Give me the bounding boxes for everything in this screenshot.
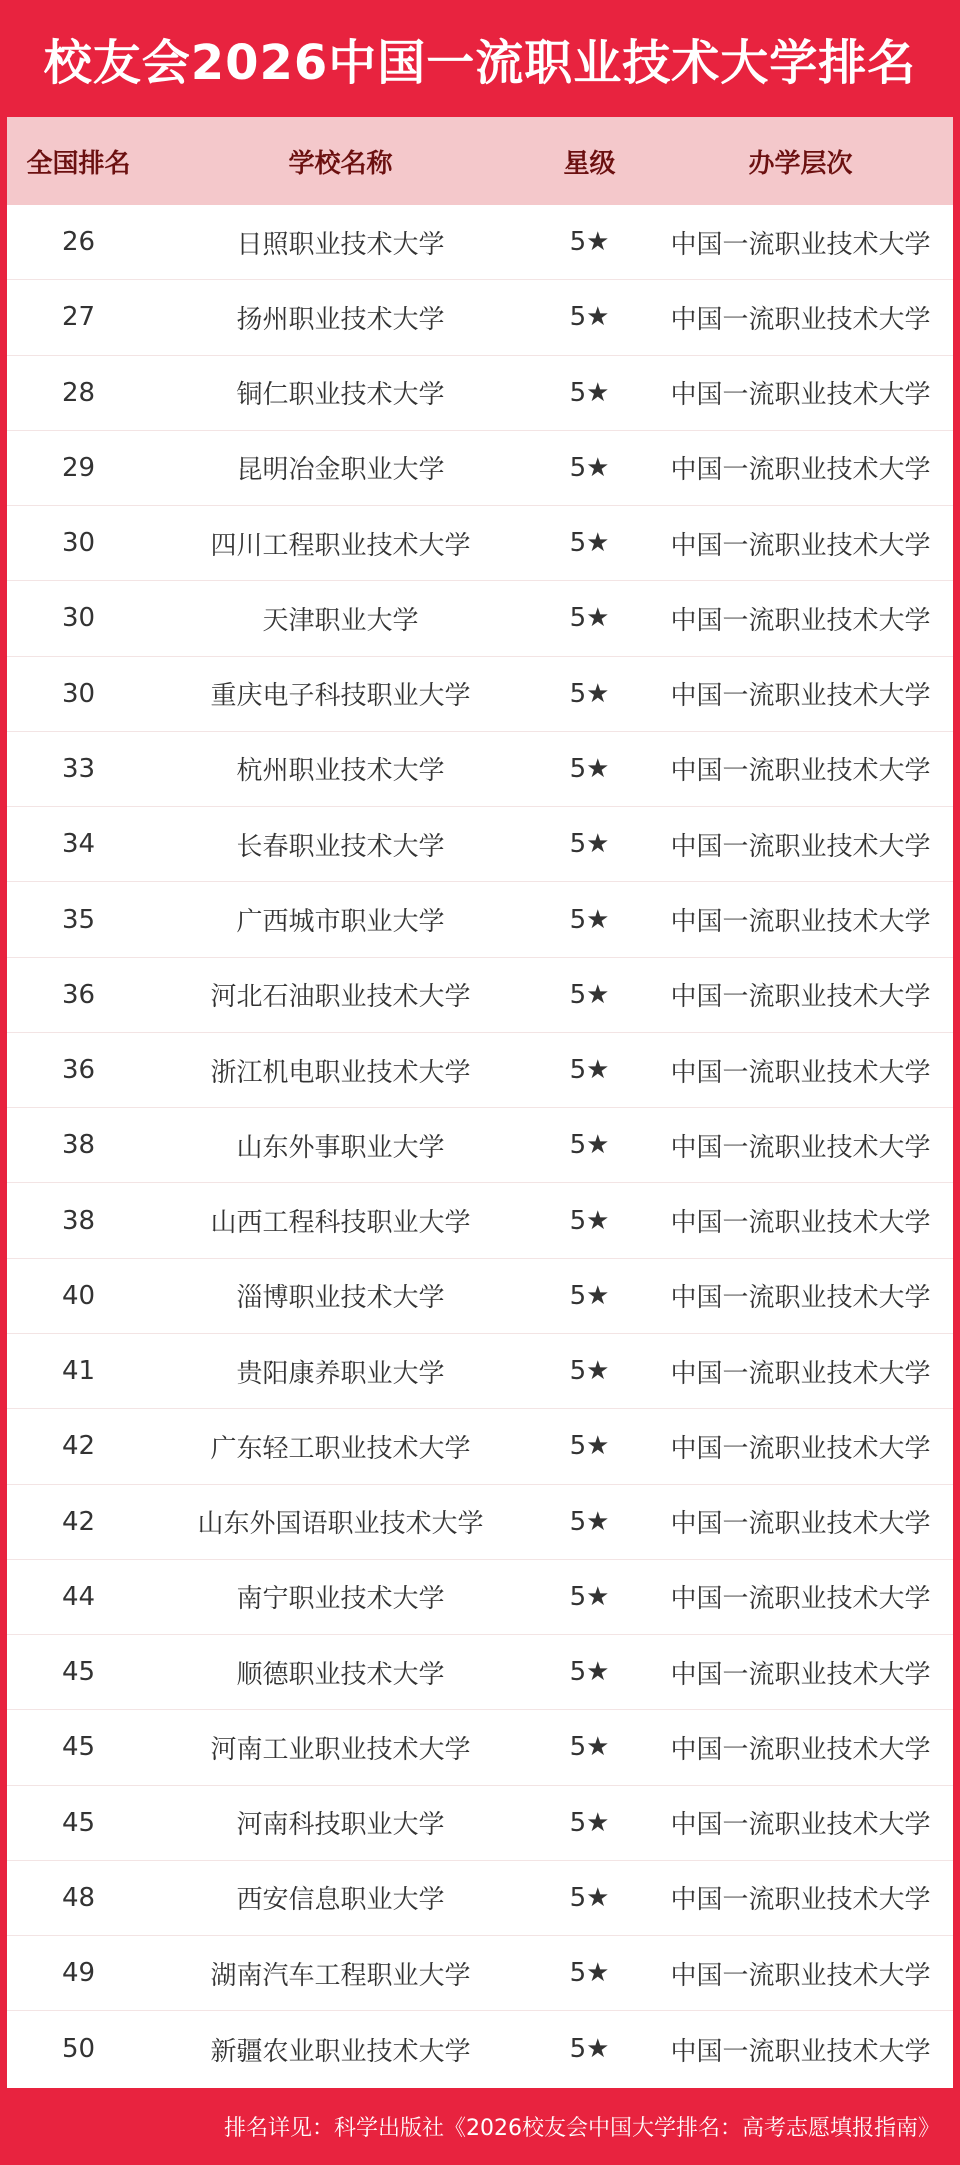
rank-cell: 33 [61, 753, 96, 784]
school-name-cell: 顺德职业技术大学 [236, 1659, 445, 1690]
school-name-cell: 山东外事职业大学 [236, 1132, 445, 1163]
source-note: 排名详见：科学出版社《2026校友会中国大学排名：高考志愿填报指南》 [224, 2116, 940, 2141]
star-cell: 5★ [569, 2034, 610, 2064]
rank-cell: 28 [61, 377, 96, 408]
level-cell: 中国一流职业技术大学 [670, 1057, 931, 1088]
school-name-cell: 天津职业大学 [262, 605, 419, 636]
table-row [7, 280, 953, 355]
table-row [7, 882, 953, 957]
star-cell: 5★ [569, 1958, 610, 1989]
star-cell: 5★ [569, 377, 610, 408]
level-cell: 中国一流职业技术大学 [670, 1132, 931, 1163]
table-row [7, 205, 953, 280]
table-row [7, 581, 953, 656]
school-name-cell: 扬州职业技术大学 [236, 304, 445, 335]
rank-cell: 26 [61, 227, 96, 258]
table-row [7, 1861, 953, 1936]
rank-cell: 48 [61, 1882, 96, 1913]
table-row [7, 1560, 953, 1635]
school-name-cell: 山东外国语职业技术大学 [197, 1509, 484, 1540]
level-cell: 中国一流职业技术大学 [670, 831, 931, 862]
school-name-cell: 新疆农业职业技术大学 [210, 2036, 471, 2067]
rank-cell: 36 [61, 1055, 96, 1086]
level-cell: 中国一流职业技术大学 [670, 1734, 931, 1765]
table-row [7, 1786, 953, 1861]
table-row [7, 1409, 953, 1484]
level-cell: 中国一流职业技术大学 [670, 1810, 931, 1841]
star-cell: 5★ [569, 528, 610, 559]
level-cell: 中国一流职业技术大学 [670, 1358, 931, 1389]
rank-cell: 27 [61, 302, 96, 333]
star-cell: 5★ [569, 227, 610, 258]
level-cell: 中国一流职业技术大学 [670, 756, 931, 787]
rank-cell: 40 [61, 1280, 96, 1311]
school-name-cell: 广西城市职业大学 [236, 907, 445, 938]
table-row [7, 1183, 953, 1258]
table-row [7, 1033, 953, 1108]
rank-cell: 45 [61, 1732, 96, 1763]
school-name-cell: 广东轻工职业技术大学 [210, 1433, 471, 1464]
star-cell: 5★ [569, 753, 610, 784]
school-name-cell: 铜仁职业技术大学 [236, 380, 445, 411]
rank-cell: 41 [61, 1356, 96, 1387]
table-row [7, 431, 953, 506]
level-cell: 中国一流职业技术大学 [670, 1584, 931, 1615]
level-cell: 中国一流职业技术大学 [670, 1433, 931, 1464]
rank-cell: 36 [61, 979, 96, 1010]
table-body [7, 205, 953, 2087]
level-cell: 中国一流职业技术大学 [670, 681, 931, 712]
table-row [7, 657, 953, 732]
rank-cell: 29 [61, 452, 96, 483]
school-name-cell: 淄博职业技术大学 [236, 1283, 445, 1314]
level-cell: 中国一流职业技术大学 [670, 380, 931, 411]
star-cell: 5★ [569, 302, 610, 333]
star-cell: 5★ [569, 1055, 610, 1086]
star-cell: 5★ [569, 979, 610, 1010]
header-star: 星级 [563, 148, 616, 179]
school-name-cell: 西安信息职业大学 [236, 1885, 445, 1916]
level-cell: 中国一流职业技术大学 [670, 455, 931, 486]
level-cell: 中国一流职业技术大学 [670, 304, 931, 335]
page-title: 校友会2026中国一流职业技术大学排名 [43, 35, 917, 91]
level-cell: 中国一流职业技术大学 [670, 2036, 931, 2067]
table-row [7, 2011, 953, 2086]
rank-cell: 38 [61, 1205, 96, 1236]
rank-cell: 42 [61, 1506, 96, 1537]
star-cell: 5★ [569, 1130, 610, 1161]
table-row [7, 356, 953, 431]
header-school: 学校名称 [288, 148, 393, 179]
rank-cell: 34 [61, 829, 96, 860]
rank-cell: 49 [61, 1958, 96, 1989]
rank-cell: 38 [61, 1130, 96, 1161]
school-name-cell: 浙江机电职业技术大学 [210, 1057, 471, 1088]
star-cell: 5★ [569, 1280, 610, 1311]
table-row [7, 732, 953, 807]
table-row [7, 1710, 953, 1785]
school-name-cell: 长春职业技术大学 [236, 831, 445, 862]
header-level: 办学层次 [748, 148, 853, 179]
school-name-cell: 河南工业职业技术大学 [210, 1734, 471, 1765]
level-cell: 中国一流职业技术大学 [670, 1208, 931, 1239]
level-cell: 中国一流职业技术大学 [670, 1283, 931, 1314]
star-cell: 5★ [569, 1732, 610, 1763]
ranking-table [7, 117, 953, 2088]
header-rank: 全国排名 [26, 148, 131, 179]
school-name-cell: 日照职业技术大学 [236, 229, 445, 260]
school-name-cell: 贵阳康养职业大学 [236, 1358, 445, 1389]
table-row [7, 807, 953, 882]
rank-cell: 42 [61, 1431, 96, 1462]
rank-cell: 30 [61, 603, 96, 634]
school-name-cell: 四川工程职业技术大学 [210, 530, 471, 561]
school-name-cell: 南宁职业技术大学 [236, 1584, 445, 1615]
level-cell: 中国一流职业技术大学 [670, 982, 931, 1013]
level-cell: 中国一流职业技术大学 [670, 907, 931, 938]
star-cell: 5★ [569, 1882, 610, 1913]
table-row [7, 1936, 953, 2011]
star-cell: 5★ [569, 1431, 610, 1462]
level-cell: 中国一流职业技术大学 [670, 530, 931, 561]
star-cell: 5★ [569, 1657, 610, 1688]
star-cell: 5★ [569, 1506, 610, 1537]
level-cell: 中国一流职业技术大学 [670, 1885, 931, 1916]
level-cell: 中国一流职业技术大学 [670, 1659, 931, 1690]
table-row [7, 958, 953, 1033]
star-cell: 5★ [569, 603, 610, 634]
school-name-cell: 重庆电子科技职业大学 [210, 681, 471, 712]
star-cell: 5★ [569, 452, 610, 483]
level-cell: 中国一流职业技术大学 [670, 229, 931, 260]
school-name-cell: 河北石油职业技术大学 [210, 982, 471, 1013]
star-cell: 5★ [569, 829, 610, 860]
rank-cell: 30 [61, 528, 96, 559]
star-cell: 5★ [569, 1581, 610, 1612]
rank-cell: 50 [61, 2034, 96, 2064]
rank-cell: 45 [61, 1807, 96, 1838]
level-cell: 中国一流职业技术大学 [670, 1509, 931, 1540]
star-cell: 5★ [569, 678, 610, 709]
rank-cell: 30 [61, 678, 96, 709]
school-name-cell: 杭州职业技术大学 [236, 756, 445, 787]
star-cell: 5★ [569, 904, 610, 935]
table-row [7, 1485, 953, 1560]
star-cell: 5★ [569, 1205, 610, 1236]
school-name-cell: 昆明冶金职业大学 [236, 455, 445, 486]
rank-cell: 35 [61, 904, 96, 935]
level-cell: 中国一流职业技术大学 [670, 1960, 931, 1991]
level-cell: 中国一流职业技术大学 [670, 605, 931, 636]
table-row [7, 1334, 953, 1409]
rank-cell: 45 [61, 1657, 96, 1688]
school-name-cell: 湖南汽车工程职业大学 [210, 1960, 471, 1991]
table-row [7, 1259, 953, 1334]
star-cell: 5★ [569, 1807, 610, 1838]
table-row [7, 1635, 953, 1710]
table-row [7, 506, 953, 581]
rank-cell: 44 [61, 1581, 96, 1612]
table-header [7, 117, 953, 205]
school-name-cell: 河南科技职业大学 [236, 1810, 445, 1841]
table-row [7, 1108, 953, 1183]
star-cell: 5★ [569, 1356, 610, 1387]
school-name-cell: 山西工程科技职业大学 [210, 1208, 471, 1239]
